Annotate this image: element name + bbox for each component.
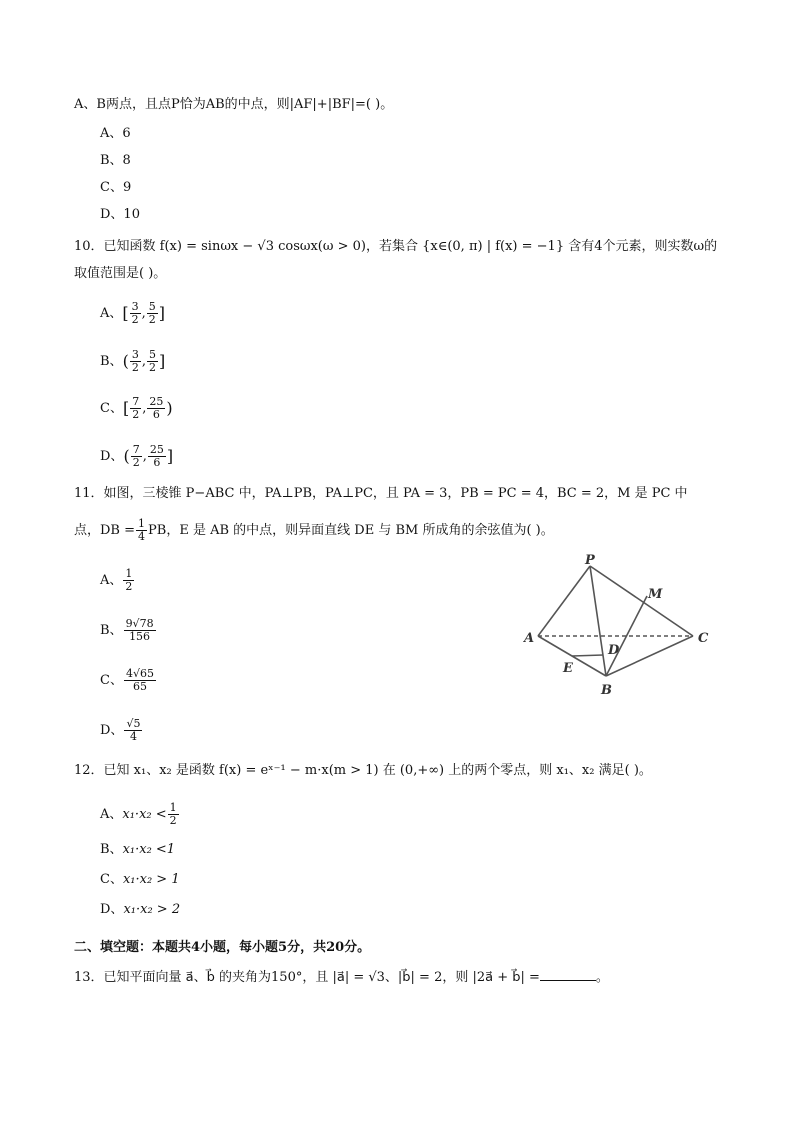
q9-stem: A、B两点，且点P恰为AB的中点，则|AF|+|BF|=( )。 <box>74 97 394 112</box>
q9-option-c: C、9 <box>100 180 132 195</box>
q11-stem-line2: 点，DB = $\frac{1}{4}$ PB，E 是 AB 的中点，则异面直线 DE 与 BM 所成角的余弦值为( )。 <box>74 517 554 543</box>
q11-pyramid-figure <box>515 552 720 700</box>
q10-option-d: D、( $\frac{7}{2}$ , $\frac{25}{6}$ ] <box>100 443 174 469</box>
q13-answer-blank[interactable] <box>540 968 596 981</box>
q12-option-a: A、x₁·x₂ < $\frac{1}{2}$ <box>100 801 177 827</box>
q12-option-b: B、x₁·x₂ <1 <box>100 842 176 857</box>
edge-pc <box>590 566 693 636</box>
label-c: C <box>698 631 709 646</box>
label-b: B <box>601 683 612 698</box>
edge-pa <box>538 566 590 636</box>
edge-pb <box>590 566 606 676</box>
label-a: A <box>524 631 535 646</box>
q12-stem: 12．已知 x₁、x₂ 是函数 f(x) = eˣ⁻¹ − m·x(m > 1) 在 (0,+∞) 上的两个零点，则 x₁、x₂ 满足( )。 <box>74 763 652 778</box>
label-m: M <box>648 587 663 602</box>
section-heading-fill-in: 二、填空题：本题共4小题，每小题5分，共20分。 <box>74 940 371 955</box>
q10-option-b: B、( $\frac{3}{2}$ , $\frac{5}{2}$ ] <box>100 348 166 374</box>
segment-de <box>572 655 603 656</box>
q13-stem: 13．已知平面向量 a⃗、b⃗ 的夹角为150°，且 |a⃗| = √3、|b⃗| = 2，则 |2a⃗ + b⃗| = 。 <box>74 970 609 985</box>
label-e: E <box>563 661 573 676</box>
q12-option-c: C、x₁·x₂ > 1 <box>100 872 180 887</box>
q11-option-b: B、 $\frac{9√78}{156}$ <box>100 617 154 643</box>
label-d: D <box>608 643 620 658</box>
q10-option-a: A、[ $\frac{3}{2}$ , $\frac{5}{2}$ ] <box>100 300 166 326</box>
q11-option-d: D、 $\frac{√5}{4}$ <box>100 717 141 743</box>
q11-stem-line1: 11．如图，三棱锥 P−ABC 中，PA⊥PB，PA⊥PC，且 PA = 3，PB = PC = 4，BC = 2，M 是 PC 中 <box>74 486 688 501</box>
q10-stem-line2: 取值范围是( )。 <box>74 266 167 281</box>
q12-option-d: D、x₁·x₂ > 2 <box>100 902 181 917</box>
q9-option-d: D、10 <box>100 207 140 222</box>
q10-stem-line1: 10．已知函数 f(x) = sinωx − √3 cosωx(ω > 0)，若集合 {x∈(0, π) | f(x) = −1} 含有4个元素，则实数ω的 <box>74 239 718 254</box>
q9-option-b: B、8 <box>100 153 131 168</box>
segment-bm <box>606 596 647 676</box>
q11-option-a: A、 $\frac{1}{2}$ <box>100 567 133 593</box>
q11-option-c: C、 $\frac{4√65}{65}$ <box>100 667 154 693</box>
q10-option-c: C、[ $\frac{7}{2}$ , $\frac{25}{6}$ ) <box>100 395 173 421</box>
q9-option-a: A、6 <box>100 126 131 141</box>
label-p: P <box>585 553 595 568</box>
